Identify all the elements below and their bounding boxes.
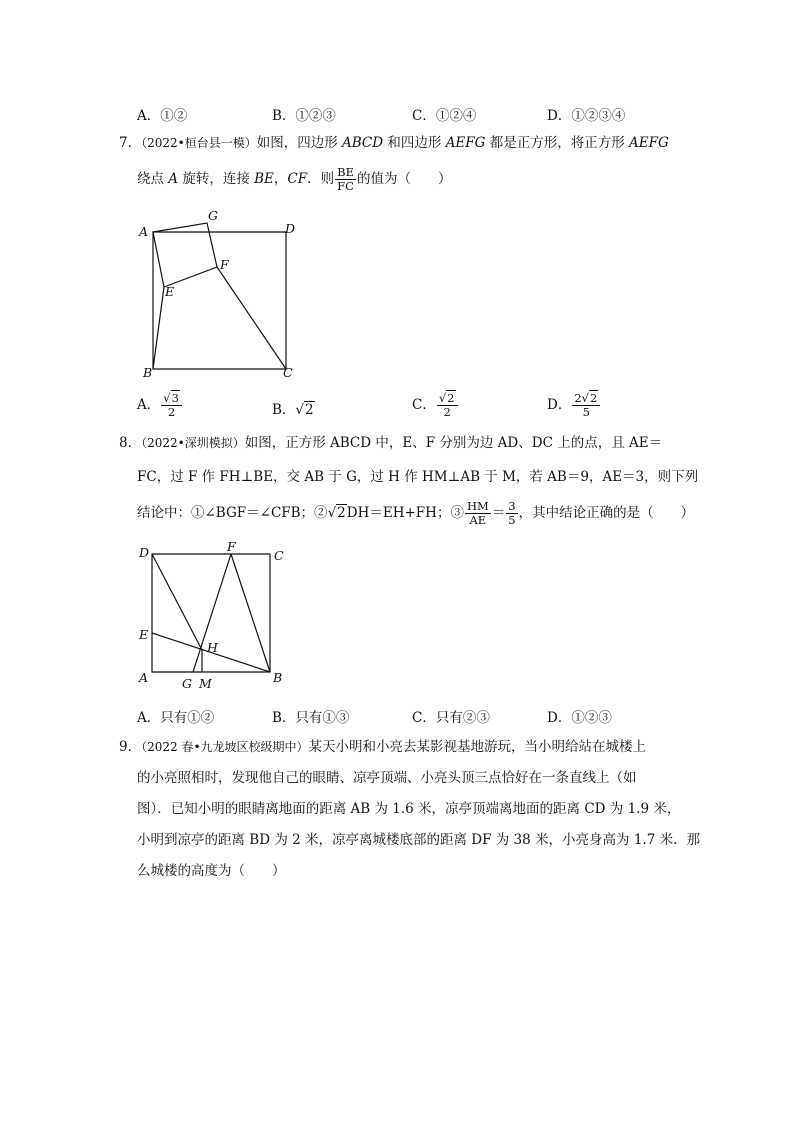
q9-line-1: 9．（2022 春•九龙坡区校级期中）某天小明和小亮去某影视基地游玩，当小明给站在城楼上 [119, 739, 647, 755]
q6-option-a[interactable]: A．①② [137, 108, 188, 124]
q7-label-e: E [165, 284, 175, 299]
q7-label-d: D [285, 221, 296, 236]
q7-segment-be [153, 287, 164, 369]
q7-label-f: F [220, 257, 229, 272]
q6-option-b[interactable]: B．①②③ [272, 108, 336, 124]
q8-line-1: 8．（2022•深圳模拟）如图，正方形 ABCD 中，E、F 分别为边 AD、DC 上的点，且 AE＝ [119, 435, 663, 451]
q6-option-c[interactable]: C．①②④ [412, 108, 477, 124]
q7-label-a: A [139, 224, 149, 239]
q8-label-g: G [182, 676, 192, 691]
q7-line-1: 7．（2022•桓台县一模）如图，四边形 ABCD 和四边形 AEFG 都是正方形，将正方形 AEFG [119, 135, 669, 151]
q9-line-5: 么城楼的高度为（ ） [137, 863, 286, 879]
q9-line-3: 图）．已知小明的眼睛离地面的距离 AB 为 1.6 米，凉亭顶端离地面的距离 CD 为 1.9 米， [137, 801, 681, 817]
q8-option-c[interactable]: C．只有②③ [412, 710, 490, 726]
q8-option-b[interactable]: B．只有①③ [272, 710, 350, 726]
q7-option-d[interactable]: D． $\frac{2√2}{5}$ [547, 392, 601, 419]
q8-label-b: B [273, 670, 283, 685]
q8-line-3: 结论中：①∠BGF＝∠CFB；②√2DH＝EH+FH；③ $\frac{HM}{AE}$ ＝ $\frac{3}{5}$ ，其中结论正确的是（ ） [137, 499, 695, 527]
q7-figure [130, 205, 310, 385]
q7-line-2: 绕点 A 旋转，连接 BE，CF．则 $\frac{BE}{FC}$ 的值为（ ） [137, 165, 452, 193]
q8-label-f: F [227, 540, 236, 554]
q8-label-m: M [199, 676, 212, 691]
q7-fraction: $\frac{BE}{FC}$ [337, 165, 354, 193]
q8-figure [130, 540, 300, 695]
q9-line-4: 小明到凉亭的距离 BD 为 2 米，凉亭离城楼底部的距离 DF 为 38 米，小亮身高为 1.7 米．那 [137, 832, 701, 848]
q8-label-d: D [139, 545, 150, 560]
q8-line-2: FC，过 F 作 FH⊥BE，交 AB 于 G，过 H 作 HM⊥AB 于 M，若 AB＝9，AE＝3，则下列 [137, 469, 699, 485]
q8-option-d[interactable]: D．①②③ [547, 710, 612, 726]
q8-segment-fb [231, 554, 270, 672]
q7-option-a[interactable]: A． $\frac{√3}{2}$ [137, 392, 183, 419]
q7-label-c: C [283, 365, 293, 380]
q7-label-b: B [143, 365, 153, 380]
q8-label-e: E [139, 627, 149, 642]
q7-option-b[interactable]: B．√2 [272, 402, 314, 418]
q7-square-abcd [153, 232, 286, 369]
q7-label-g: G [208, 208, 218, 223]
q8-label-c: C [274, 548, 284, 563]
q8-label-h: H [207, 640, 218, 655]
q7-square-aefg [153, 223, 217, 287]
q7-segment-cf [217, 267, 286, 369]
q8-option-a[interactable]: A．只有①② [137, 710, 215, 726]
q8-label-a: A [139, 670, 149, 685]
q7-option-c[interactable]: C． $\frac{√2}{2}$ [412, 392, 459, 419]
q9-line-2: 的小亮照相时，发现他自己的眼睛、凉亭顶端、小亮头顶三点恰好在一条直线上（如 [137, 770, 637, 786]
q6-option-d[interactable]: D．①②③④ [547, 108, 626, 124]
